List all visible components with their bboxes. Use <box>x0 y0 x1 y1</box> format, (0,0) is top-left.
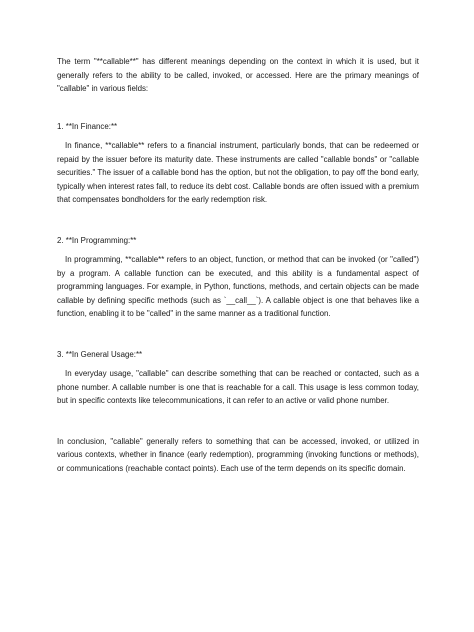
section-body-general-usage: In everyday usage, "callable" can describe something that can be reached or contacted, such as a phone number. A callable number is one that is reachable for a call. This usage is less common today, but in specific contexts like telecommunications, it can refer to an active or valid phone number. <box>57 369 419 405</box>
section-body-programming: In programming, **callable** refers to an object, function, or method that can be invoked (or "called") by a program. A callable function can be executed, and this ability is a fundamental aspect of programming languages. For example, in Python, functions, methods, and certain objects can be made callable by defining specific methods (such as `__call__`). A callable object is one that behaves like a function, enabling it to be "called" in the same manner as a traditional function. <box>57 255 419 318</box>
document-body <box>57 55 419 475</box>
section-heading-general-usage: 3. **In General Usage:** <box>57 349 143 359</box>
section-heading-programming: 2. **In Programming:** <box>57 235 137 245</box>
conclusion-paragraph: In conclusion, "callable" generally refers to something that can be accessed, invoked, or utilized in various contexts, whether in finance (early redemption), programming (invoking functions or methods), or communications (reachable contact points). Each use of the term depends on its specific domain. <box>57 436 419 473</box>
section-body-finance: In finance, **callable** refers to a financial instrument, particularly bonds, that can be redeemed or repaid by the issuer before its maturity date. These instruments are called "callable bonds" or "callable securities." The issuer of a callable bond has the option, but not the obligation, to pay off the bond early, typically when interest rates fall, to reduce its debt cost. Callable bonds are often issued with a premium that compensates bondholders for the early redemption risk. <box>57 141 419 204</box>
section-heading-finance: 1. **In Finance:** <box>57 121 118 131</box>
intro-paragraph: The term "**callable**" has different meanings depending on the context in which it is used, but it generally refers to the ability to be called, invoked, or accessed. Here are the primary meanings of "callable" in various fields: <box>57 57 419 93</box>
